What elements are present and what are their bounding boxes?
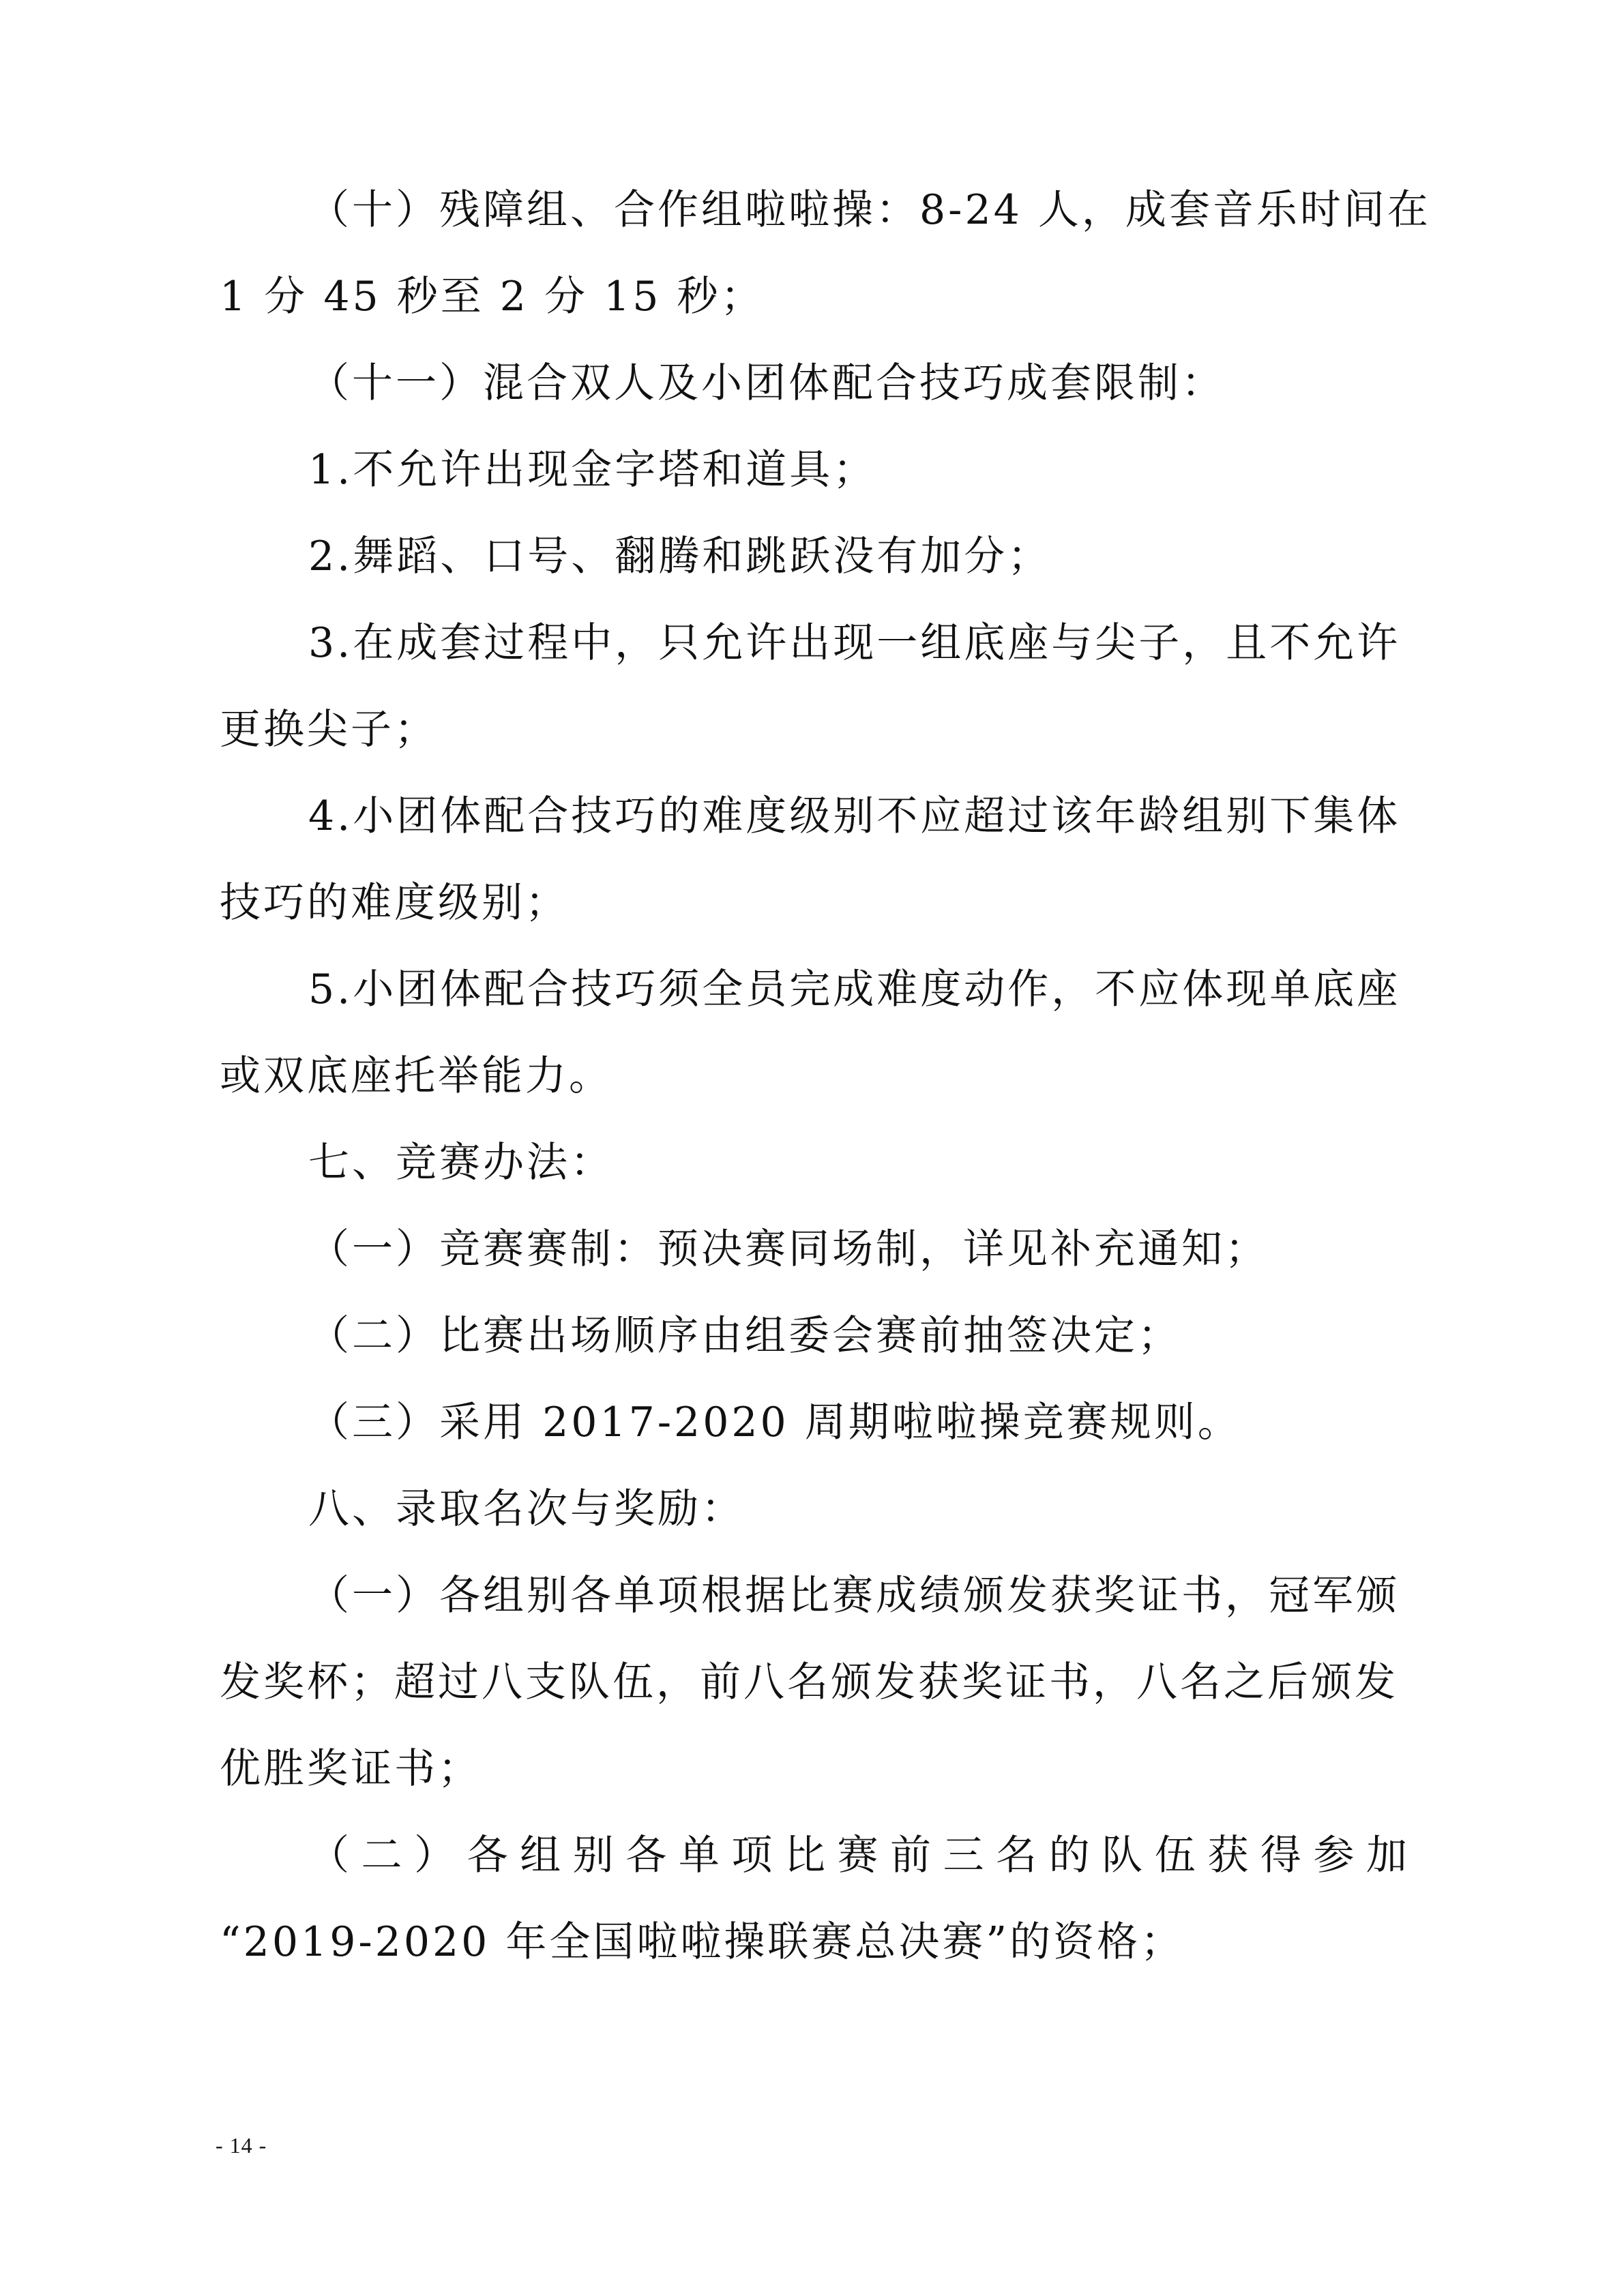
paragraph-line: 发奖杯；超过八支队伍，前八名颁发获奖证书，八名之后颁发	[220, 1658, 1398, 1706]
list-item-continuation: 更换尖子；	[220, 706, 438, 754]
list-item: 4.小团体配合技巧的难度级别不应超过该年龄组别下集体	[308, 792, 1401, 840]
list-item-continuation: 或双底座托举能力。	[220, 1052, 612, 1100]
list-item: 5.小团体配合技巧须全员完成难度动作，不应体现单底座	[308, 966, 1401, 1013]
section-heading: 八、录取名次与奖励：	[308, 1485, 745, 1533]
list-item: 2.舞蹈、口号、翻腾和跳跃没有加分；	[308, 533, 1052, 580]
paragraph-line: （一）竞赛赛制：预决赛同场制，详见补充通知；	[308, 1225, 1269, 1273]
list-item: 1.不允许出现金字塔和道具；	[308, 446, 877, 494]
paragraph-line: （三）采用 2017-2020 周期啦啦操竞赛规则。	[308, 1399, 1241, 1446]
paragraph-line: “2019-2020 年全国啦啦操联赛总决赛”的资格；	[220, 1918, 1185, 1966]
paragraph-line: （一）各组别各单项根据比赛成绩颁发获奖证书，冠军颁	[308, 1572, 1400, 1620]
list-item: 3.在成套过程中，只允许出现一组底座与尖子，且不允许	[308, 619, 1401, 667]
list-item-continuation: 技巧的难度级别；	[220, 879, 569, 927]
paragraph-line: 优胜奖证书；	[220, 1745, 482, 1793]
paragraph-line: 1 分 45 秒至 2 分 15 秒；	[220, 273, 765, 320]
page-number: - 14 -	[216, 2133, 267, 2158]
paragraph-line: （十）残障组、合作组啦啦操：8-24 人，成套音乐时间在	[308, 186, 1431, 234]
paragraph-line: （二）比赛出场顺序由组委会赛前抽签决定；	[308, 1312, 1181, 1360]
paragraph-line: （十一）混合双人及小团体配合技巧成套限制：	[308, 359, 1225, 407]
paragraph-line: （二）各组别各单项比赛前三名的队伍获得参加	[308, 1832, 1410, 1879]
section-heading: 七、竞赛办法：	[308, 1139, 614, 1187]
